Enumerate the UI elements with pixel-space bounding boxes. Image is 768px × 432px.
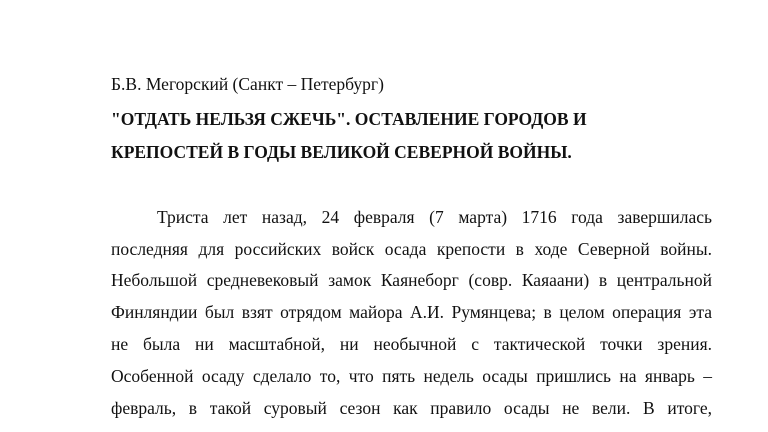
paragraph-line-2: последняя для российских войск осада крепости в ходе Северной войны. <box>111 239 712 259</box>
article-title-line-1: "ОТДАТЬ НЕЛЬЗЯ СЖЕЧЬ". ОСТАВЛЕНИЕ ГОРОДОВ И <box>111 109 587 129</box>
author-line: Б.В. Мегорский (Санкт – Петербург) <box>111 74 384 94</box>
article-title-line-2: КРЕПОСТЕЙ В ГОДЫ ВЕЛИКОЙ СЕВЕРНОЙ ВОЙНЫ. <box>111 142 572 162</box>
paragraph-line-4: Финляндии был взят отрядом майора А.И. Румянцева; в целом операция эта <box>111 302 712 322</box>
paragraph-line-5: не была ни масштабной, ни необычной с тактической точки зрения. <box>111 334 712 354</box>
paragraph-line-7: февраль, в такой суровый сезон как правило осады не вели. В итоге, <box>111 398 712 418</box>
paragraph-line-3: Небольшой средневековый замок Каянеборг (совр. Каяаани) в центральной <box>111 270 712 290</box>
paragraph-line-6: Особенной осаду сделало то, что пять недель осады пришлись на январь – <box>111 366 712 386</box>
paragraph-line-1: Триста лет назад, 24 февраля (7 марта) 1716 года завершилась <box>157 207 712 227</box>
